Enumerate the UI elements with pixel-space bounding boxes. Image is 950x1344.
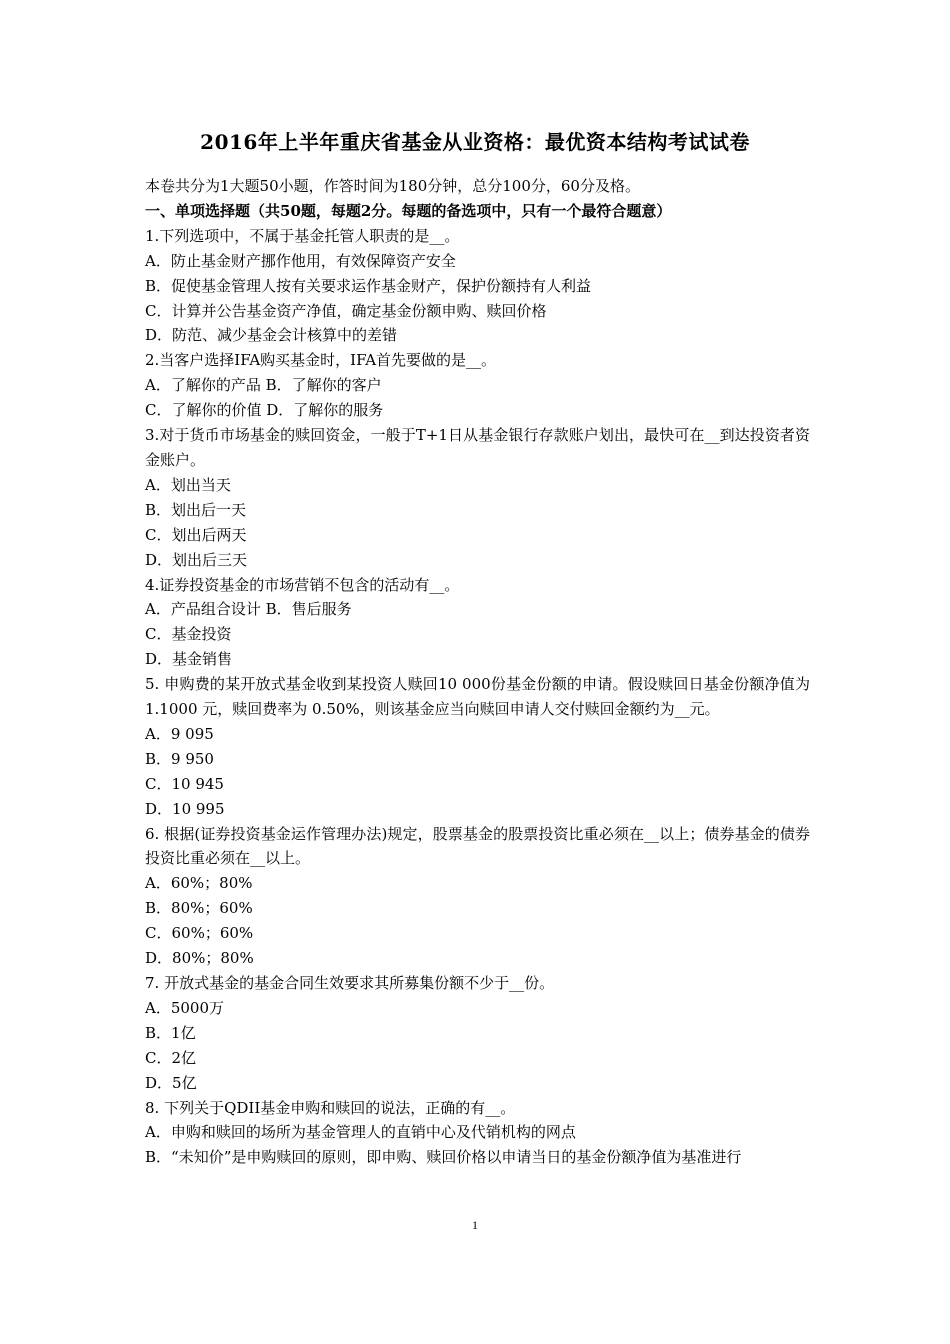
document-title: 2016年上半年重庆省基金从业资格：最优资本结构考试试卷 — [200, 130, 750, 154]
answer-option: A．划出当天 — [145, 475, 231, 494]
question-stem: 8. 下列关于QDII基金申购和赎回的说法，正确的有__。 — [145, 1098, 516, 1117]
question-stem: 2.当客户选择IFA购买基金时，IFA首先要做的是__。 — [145, 351, 497, 370]
answer-option: B．划出后一天 — [145, 500, 247, 519]
answer-option: D．划出后三天 — [145, 550, 248, 569]
answer-option: A．60%；80% — [145, 874, 253, 893]
answer-option: C．基金投资 — [145, 625, 232, 644]
page-number: 1 — [472, 1218, 478, 1232]
answer-option: D．基金销售 — [145, 650, 233, 669]
question-list — [145, 224, 810, 1170]
answer-option: C．划出后两天 — [145, 525, 247, 544]
answer-option: B．促使基金管理人按有关要求运作基金财产，保护份额持有人利益 — [145, 276, 592, 295]
answer-option: C．2亿 — [145, 1048, 197, 1067]
answer-option: D．5亿 — [145, 1073, 197, 1092]
answer-option: B．9 950 — [145, 749, 214, 768]
question-stem: 6. 根据(证券投资基金运作管理办法)规定，股票基金的股票投资比重必须在__以上；债券基金的债券投资比重必须在__以上。 — [145, 824, 810, 868]
answer-option: A．9 095 — [145, 724, 214, 743]
answer-option: A．防止基金财产挪作他用，有效保障资产安全 — [145, 251, 456, 270]
question-stem: 4.证券投资基金的市场营销不包含的活动有__。 — [145, 575, 460, 594]
answer-option: A．申购和赎回的场所为基金管理人的直销中心及代销机构的网点 — [145, 1123, 576, 1142]
answer-option: B．80%；60% — [145, 899, 253, 918]
answer-option: D．10 995 — [145, 799, 225, 818]
answer-option: D．80%；80% — [145, 949, 254, 968]
answer-option: D．防范、减少基金会计核算中的差错 — [145, 326, 398, 345]
answer-option: A．产品组合设计 B．售后服务 — [145, 600, 352, 619]
document-body — [145, 174, 810, 1170]
exam-intro: 本卷共分为1大题50小题，作答时间为180分钟，总分100分，60分及格。 — [145, 177, 640, 195]
answer-option: B．1亿 — [145, 1023, 196, 1042]
answer-option: C．10 945 — [145, 774, 224, 793]
question-stem: 7. 开放式基金的基金合同生效要求其所募集份额不少于__份。 — [145, 974, 555, 992]
question-stem: 1.下列选项中，不属于基金托管人职责的是__。 — [145, 226, 460, 245]
answer-option: B．“未知价”是申购赎回的原则，即申购、赎回价格以申请当日的基金份额净值为基准进行 — [145, 1148, 742, 1167]
section-heading: 一、单项选择题（共50题，每题2分。每题的备选项中，只有一个最符合题意） — [145, 201, 672, 220]
question-stem: 5. 申购费的某开放式基金收到某投资人赎回10 000份基金份额的申请。假设赎回日基金份额净值为 1.1000 元，赎回费率为 0.50%，则该基金应当向赎回申请人交付赎回金额约为__元。 — [145, 675, 810, 719]
question-stem: 3.对于货币市场基金的赎回资金，一般于T+1日从基金银行存款账户划出，最快可在__到达投资者资金账户。 — [145, 426, 810, 469]
answer-option: C．60%；60% — [145, 924, 254, 943]
answer-option: A．5000万 — [145, 998, 225, 1017]
answer-option: A．了解你的产品 B．了解你的客户 — [145, 376, 382, 395]
answer-option: C．了解你的价值 D．了解你的服务 — [145, 401, 384, 420]
answer-option: C．计算并公告基金资产净值，确定基金份额申购、赎回价格 — [145, 301, 547, 320]
